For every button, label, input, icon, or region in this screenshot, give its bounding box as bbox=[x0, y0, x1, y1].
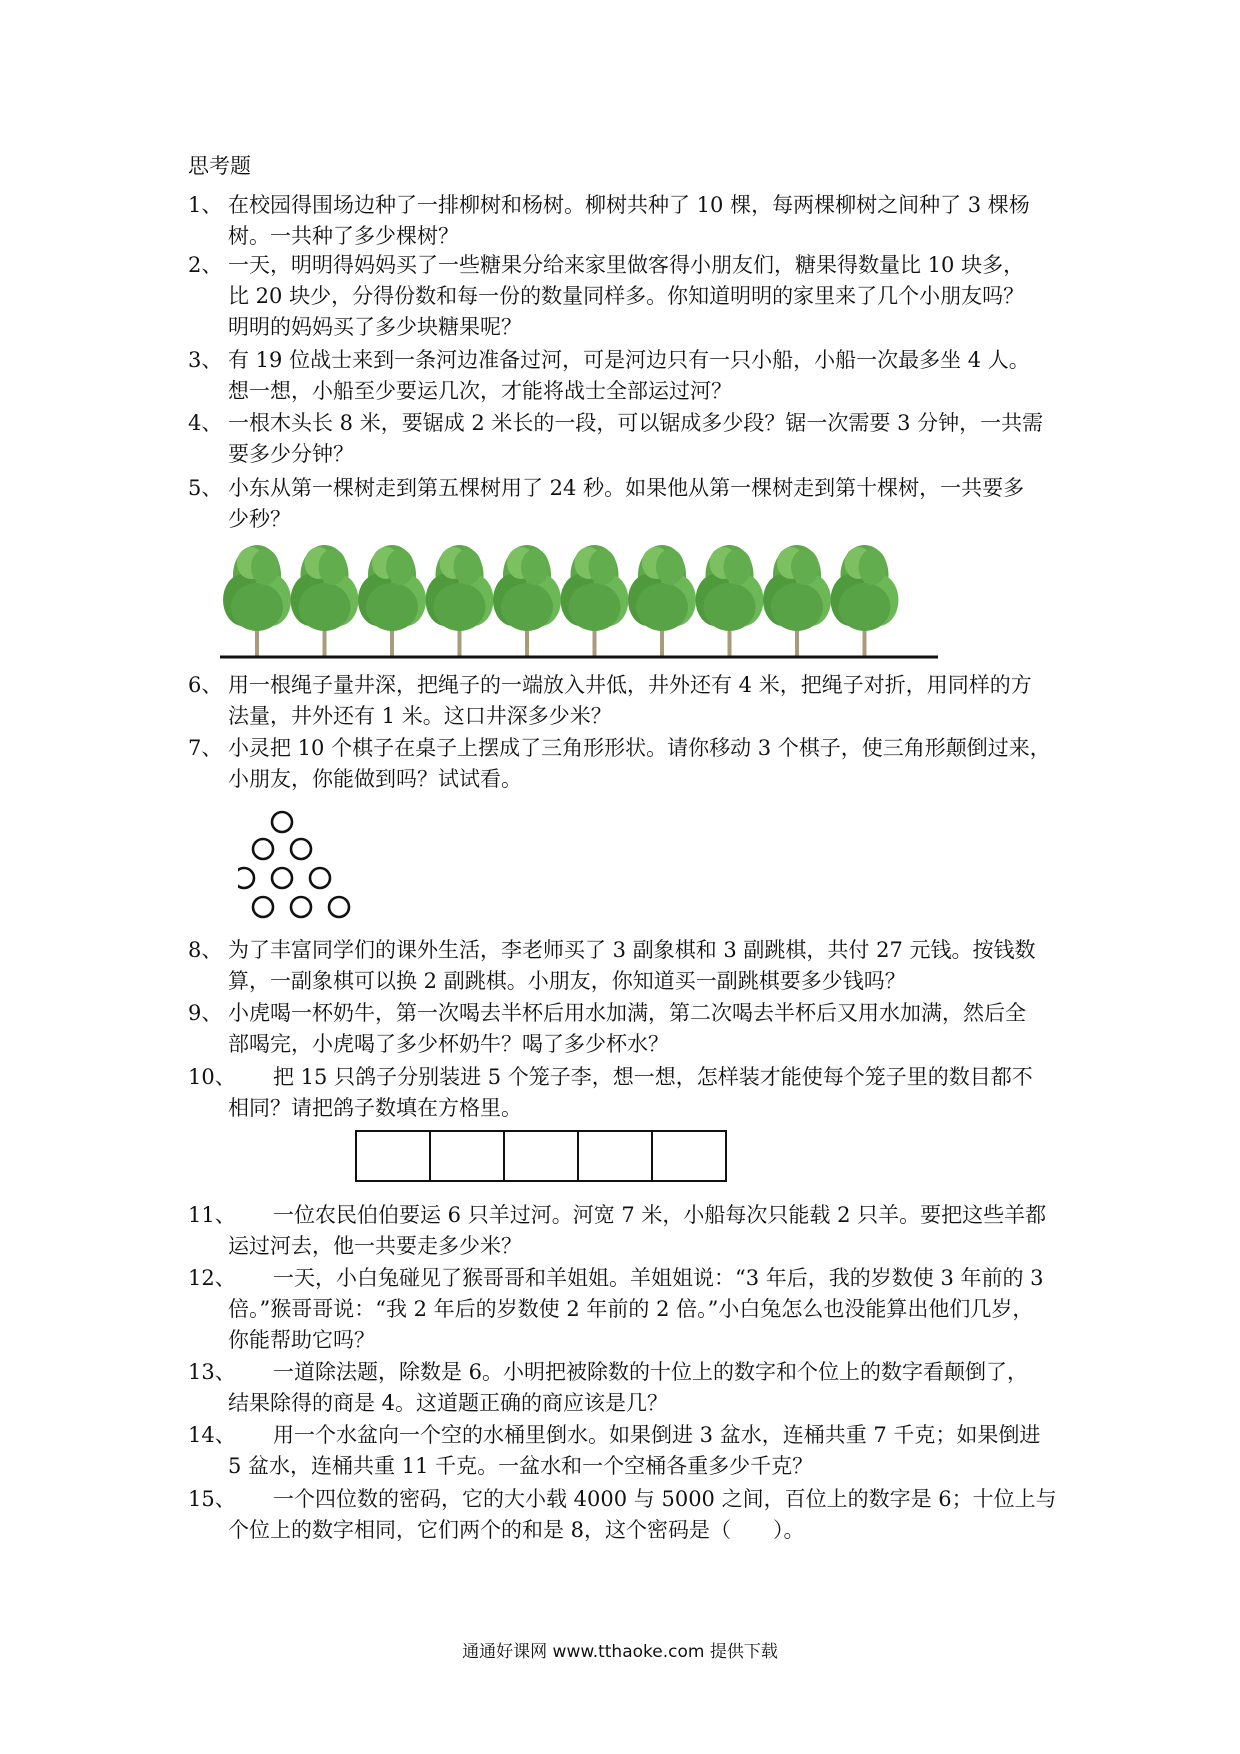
chess-piece-circle bbox=[272, 868, 292, 888]
question-number: 1、 bbox=[188, 193, 223, 217]
question-12 bbox=[188, 1263, 1063, 1356]
question-text-line: 小东从第一棵树走到第五棵树用了 24 秒。如果他从第一棵树走到第十棵树，一共要多 bbox=[228, 476, 1025, 500]
tree-icon bbox=[628, 545, 696, 657]
question-8 bbox=[188, 935, 1063, 997]
question-text-line: 相同？请把鸽子数填在方格里。 bbox=[228, 1096, 522, 1120]
tree-icon bbox=[291, 545, 359, 657]
question-number: 4、 bbox=[188, 411, 223, 435]
chess-piece-circle bbox=[291, 839, 311, 859]
page-heading: 思考题 bbox=[188, 154, 251, 178]
question-text-line: 你能帮助它吗？ bbox=[228, 1328, 375, 1352]
question-text-line: 一天，明明得妈妈买了一些糖果分给来家里做客得小朋友们，糖果得数量比 10 块多， bbox=[228, 253, 1025, 277]
question-text-line: 一天，小白兔碰见了猴哥哥和羊姐姐。羊姐姐说：“3 年后，我的岁数使 3 年前的 3 bbox=[273, 1266, 1044, 1290]
question-text-line: 部喝完，小虎喝了多少杯奶牛？喝了多少杯水？ bbox=[228, 1032, 669, 1056]
question-number: 14、 bbox=[188, 1423, 236, 1447]
chess-piece-circle bbox=[253, 897, 273, 917]
question-text-line: 结果除得的商是 4。这道题正确的商应该是几？ bbox=[228, 1391, 669, 1415]
question-13 bbox=[188, 1357, 1063, 1419]
tree-icon bbox=[763, 545, 831, 657]
tree-icon bbox=[358, 545, 426, 657]
question-text-line: 在校园得围场边种了一排柳树和杨树。柳树共种了 10 棵，每两棵柳树之间种了 3 棵杨 bbox=[228, 193, 1030, 217]
question-text-line: 用一个水盆向一个空的水桶里倒水。如果倒进 3 盆水，连桶共重 7 千克；如果倒进 bbox=[273, 1423, 1041, 1447]
question-text-line: 算，一副象棋可以换 2 副跳棋。小朋友，你知道买一副跳棋要多少钱吗？ bbox=[228, 969, 906, 993]
tree-icon bbox=[426, 545, 494, 657]
chess-piece-circle bbox=[291, 897, 311, 917]
question-1 bbox=[188, 190, 1063, 252]
answer-box[interactable] bbox=[429, 1130, 505, 1182]
chess-piece-circle bbox=[329, 897, 349, 917]
answer-box[interactable] bbox=[355, 1130, 431, 1182]
question-3 bbox=[188, 345, 1063, 407]
question-text-line: 倍。”猴哥哥说：“我 2 年后的岁数使 2 年前的 2 倍。”小白兔怎么也没能算出他们几岁， bbox=[228, 1297, 1034, 1321]
question-text-line: 小灵把 10 个棋子在桌子上摆成了三角形形状。请你移动 3 个棋子，使三角形颠倒过来， bbox=[228, 736, 1051, 760]
tree-row-illustration bbox=[220, 545, 940, 660]
answer-box[interactable] bbox=[651, 1130, 727, 1182]
question-text-line: 想一想，小船至少要运几次，才能将战士全部运过河？ bbox=[228, 379, 732, 403]
question-text-line: 有 19 位战士来到一条河边准备过河，可是河边只有一只小船，小船一次最多坐 4 人。 bbox=[228, 348, 1030, 372]
question-text-line: 要多少分钟？ bbox=[228, 442, 354, 466]
question-text-line: 一道除法题，除数是 6。小明把被除数的十位上的数字和个位上的数字看颠倒了， bbox=[273, 1360, 1029, 1384]
chess-piece-circle bbox=[272, 812, 292, 832]
question-text-line: 法量，井外还有 1 米。这口井深多少米？ bbox=[228, 704, 612, 728]
question-number: 6、 bbox=[188, 673, 223, 697]
question-text-line: 明明的妈妈买了多少块糖果呢？ bbox=[228, 315, 522, 339]
tree-icon bbox=[831, 545, 899, 657]
question-number: 3、 bbox=[188, 348, 223, 372]
question-text-line: 用一根绳子量井深，把绳子的一端放入井低，井外还有 4 米，把绳子对折，用同样的方 bbox=[228, 673, 1032, 697]
tree-icon bbox=[696, 545, 764, 657]
chess-piece-circle bbox=[238, 868, 254, 888]
question-number: 2、 bbox=[188, 253, 223, 277]
question-text-line: 个位上的数字相同，它们两个的和是 8，这个密码是（ ）。 bbox=[228, 1518, 805, 1542]
page-footer: 通通好课网 www.tthaoke.com 提供下载 bbox=[462, 1642, 778, 1662]
question-number: 5、 bbox=[188, 476, 223, 500]
tree-icon bbox=[223, 545, 291, 657]
question-text-line: 运过河去，他一共要走多少米？ bbox=[228, 1234, 522, 1258]
answer-grid bbox=[355, 1130, 725, 1182]
tree-icon bbox=[493, 545, 561, 657]
question-number: 12、 bbox=[188, 1266, 236, 1290]
chess-piece-circle bbox=[310, 868, 330, 888]
question-text-line: 小虎喝一杯奶牛，第一次喝去半杯后用水加满，第二次喝去半杯后又用水加满，然后全 bbox=[228, 1001, 1026, 1025]
chess-triangle-illustration bbox=[238, 800, 388, 930]
question-10 bbox=[188, 1062, 1063, 1124]
question-text-line: 比 20 块少，分得份数和每一份的数量同样多。你知道明明的家里来了几个小朋友吗？ bbox=[228, 284, 1025, 308]
question-number: 10、 bbox=[188, 1065, 236, 1089]
answer-box[interactable] bbox=[503, 1130, 579, 1182]
question-text-line: 一根木头长 8 米，要锯成 2 米长的一段，可以锯成多少段？锯一次需要 3 分钟，一共需 bbox=[228, 411, 1044, 435]
question-text-line: 一个四位数的密码，它的大小载 4000 与 5000 之间，百位上的数字是 6；十位上与 bbox=[273, 1487, 1057, 1511]
question-number: 15、 bbox=[188, 1487, 236, 1511]
question-text-line: 把 15 只鸽子分别装进 5 个笼子李，想一想，怎样装才能使每个笼子里的数目都不 bbox=[273, 1065, 1033, 1089]
question-5 bbox=[188, 473, 1063, 535]
question-number: 8、 bbox=[188, 938, 223, 962]
tree-icon bbox=[561, 545, 629, 657]
question-text-line: 小朋友，你能做到吗？试试看。 bbox=[228, 767, 522, 791]
question-text-line: 5 盆水，连桶共重 11 千克。一盆水和一个空桶各重多少千克？ bbox=[228, 1454, 814, 1478]
question-text-line: 少秒？ bbox=[228, 507, 291, 531]
question-2 bbox=[188, 250, 1063, 343]
answer-box[interactable] bbox=[577, 1130, 653, 1182]
chess-piece-circle bbox=[253, 839, 273, 859]
question-number: 7、 bbox=[188, 736, 223, 760]
question-9 bbox=[188, 998, 1063, 1060]
question-text-line: 一位农民伯伯要运 6 只羊过河。河宽 7 米，小船每次只能载 2 只羊。要把这些羊都 bbox=[273, 1203, 1047, 1227]
question-14 bbox=[188, 1420, 1063, 1482]
question-7 bbox=[188, 733, 1063, 795]
question-text-line: 为了丰富同学们的课外生活，李老师买了 3 副象棋和 3 副跳棋，共付 27 元钱。按钱数 bbox=[228, 938, 1036, 962]
question-6 bbox=[188, 670, 1063, 732]
question-number: 11、 bbox=[188, 1203, 236, 1227]
question-number: 9、 bbox=[188, 1001, 223, 1025]
question-4 bbox=[188, 408, 1063, 470]
question-text-line: 树。一共种了多少棵树？ bbox=[228, 224, 459, 248]
question-number: 13、 bbox=[188, 1360, 236, 1384]
question-11 bbox=[188, 1200, 1063, 1262]
question-15 bbox=[188, 1484, 1063, 1546]
